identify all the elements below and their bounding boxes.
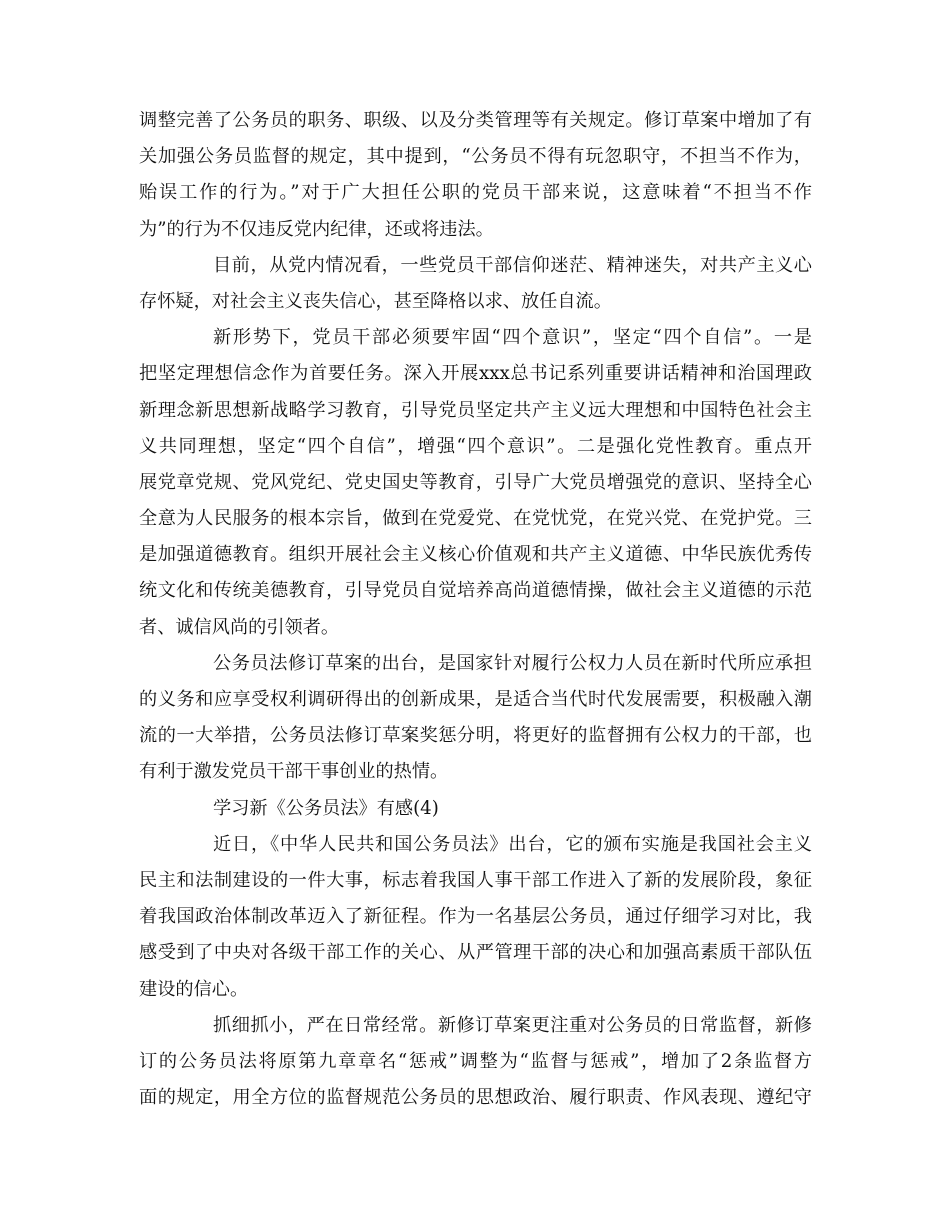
text-line: 的义务和应享受权利调研得出的创新成果，是适合当代时代发展需要，积极融入潮 <box>139 689 812 710</box>
text-line: 有利于激发党员干部干事创业的热情。 <box>139 761 449 783</box>
text-line: 着我国政治体制改革迈入了新征程。作为一名基层公务员，通过仔细学习对比，我 <box>139 906 812 928</box>
text-line: 订的公务员法将原第九章章名“惩戒”调整为“监督与惩戒”，增加了2条监督方 <box>139 1050 812 1072</box>
document-body <box>139 103 812 1116</box>
text-line: 建设的信心。 <box>139 978 249 1000</box>
text-line: 感受到了中央对各级干部工作的关心、从严管理干部的决心和加强高素质干部队伍 <box>139 942 812 964</box>
text-line: 流的一大举措，公务员法修订草案奖惩分明，将更好的监督拥有公权力的干部，也 <box>139 725 812 747</box>
text-line: 目前，从党内情况看，一些党员干部信仰迷茫、精神迷失，对共产主义心 <box>213 254 812 276</box>
text-line: 贻误工作的行为。”对于广大担任公职的党员干部来说，这意味着“不担当不作 <box>139 182 812 204</box>
text-line: 新理念新思想新战略学习教育，引导党员坚定共产主义远大理想和中国特色社会主 <box>139 399 812 421</box>
text-line: 调整完善了公务员的职务、职级、以及分类管理等有关规定。修订草案中增加了有 <box>139 110 812 131</box>
text-line: 面的规定，用全方位的监督规范公务员的思想政治、履行职责、作风表现、遵纪守 <box>139 1087 812 1109</box>
text-line: 为”的行为不仅违反党内纪律，还或将违法。 <box>139 218 494 240</box>
text-line: 把坚定理想信念作为首要任务。深入开展xxx总书记系列重要讲话精神和治国理政 <box>139 363 812 385</box>
text-line: 民主和法制建设的一件大事，标志着我国人事干部工作进入了新的发展阶段，象征 <box>139 869 812 891</box>
text-line: 公务员法修订草案的出台，是国家针对履行公权力人员在新时代所应承担 <box>213 652 812 674</box>
text-line: 抓细抓小，严在日常经常。新修订草案更注重对公务员的日常监督，新修 <box>213 1014 812 1036</box>
text-line: 学习新《公务员法》有感(4) <box>213 797 439 819</box>
text-line: 全意为人民服务的根本宗旨，做到在党爱党、在党忧党，在党兴党、在党护党。三 <box>139 508 812 530</box>
text-line: 统文化和传统美德教育，引导党员自觉培养高尚道德情操，做社会主义道德的示范 <box>139 580 812 602</box>
text-line: 存怀疑，对社会主义丧失信心，甚至降格以求、放任自流。 <box>139 290 612 312</box>
text-line: 是加强道德教育。组织开展社会主义核心价值观和共产主义道德、中华民族优秀传 <box>139 544 812 566</box>
text-line: 近日，《中华人民共和国公务员法》出台，它的颁布实施是我国社会主义 <box>213 833 812 855</box>
text-line: 者、诚信风尚的引领者。 <box>139 616 340 638</box>
text-line: 义共同理想，坚定“四个自信”，增强“四个意识”。二是强化党性教育。重点开 <box>139 435 812 457</box>
text-line: 新形势下，党员干部必须要牢固“四个意识”，坚定“四个自信”。一是 <box>213 327 812 349</box>
text-line: 关加强公务员监督的规定，其中提到，“公务员不得有玩忽职守，不担当不作为， <box>139 146 812 168</box>
text-line: 展党章党规、党风党纪、党史国史等教育，引导广大党员增强党的意识、坚持全心 <box>139 471 812 493</box>
